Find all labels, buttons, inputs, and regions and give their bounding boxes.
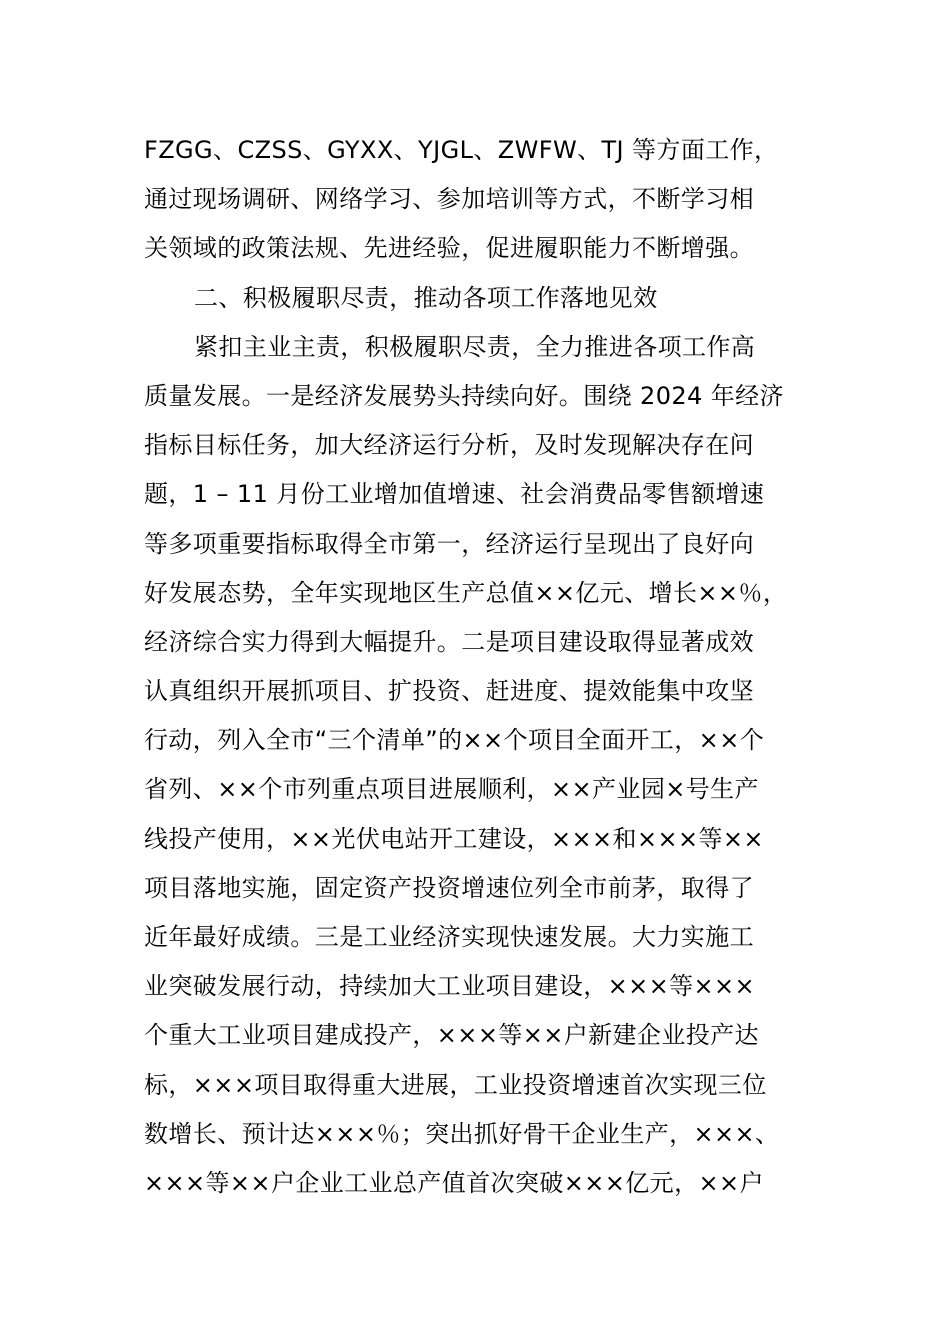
text-line: 行动，列入全市“三个清单”的××个项目全面开工，××个 — [144, 726, 765, 755]
paragraph-first-line: 紧扣主业主责，积极履职尽责，全力推进各项工作高 — [194, 332, 756, 361]
text-line: FZGG、CZSS、GYXX、YJGL、ZWFW、TJ 等方面工作， — [144, 136, 779, 164]
text-line: 质量发展。一是经济发展势头持续向好。围绕 2024 年经济 — [144, 381, 784, 410]
text-line: 指标目标任务，加大经济运行分析，及时发现解决存在问 — [144, 431, 754, 460]
text-line: 通过现场调研、网络学习、参加培训等方式，不断学习相 — [144, 185, 754, 214]
text-line: 好发展态势，全年实现地区生产总值××亿元、增长××％， — [144, 578, 788, 607]
text-line: 关领域的政策法规、先进经验，促进履职能力不断增强。 — [144, 234, 754, 263]
text-line: 个重大工业项目建成投产，×××等××户新建企业投产达 — [144, 1021, 759, 1050]
text-line: 业突破发展行动，持续加大工业项目建设，×××等××× — [144, 972, 756, 1001]
text-line: 标，×××项目取得重大进展，工业投资增速首次实现三位 — [144, 1070, 767, 1099]
text-line: 认真组织开展抓项目、扩投资、赶进度、提效能集中攻坚 — [144, 677, 754, 706]
text-line: ×××等××户企业工业总产值首次突破×××亿元，××户 — [144, 1168, 764, 1197]
section-heading: 二、积极履职尽责，推动各项工作落地见效 — [194, 283, 658, 312]
text-line: 近年最好成绩。三是工业经济实现快速发展。大力实施工 — [144, 923, 754, 951]
text-line: 等多项重要指标取得全市第一，经济运行呈现出了良好向 — [144, 529, 754, 558]
text-line: 题，1 – 11 月份工业增加值增速、社会消费品零售额增速 — [144, 480, 765, 509]
text-line: 线投产使用，××光伏电站开工建设，×××和×××等×× — [144, 824, 764, 853]
text-line: 省列、××个市列重点项目进展顺利，××产业园×号生产 — [144, 775, 759, 804]
document-body — [144, 126, 844, 1208]
text-line: 数增长、预计达×××％；突出抓好骨干企业生产，×××、 — [144, 1119, 780, 1148]
text-line: 经济综合实力得到大幅提升。二是项目建设取得显著成效 — [144, 627, 754, 656]
text-line: 项目落地实施，固定资产投资增速位列全市前茅，取得了 — [144, 873, 754, 902]
